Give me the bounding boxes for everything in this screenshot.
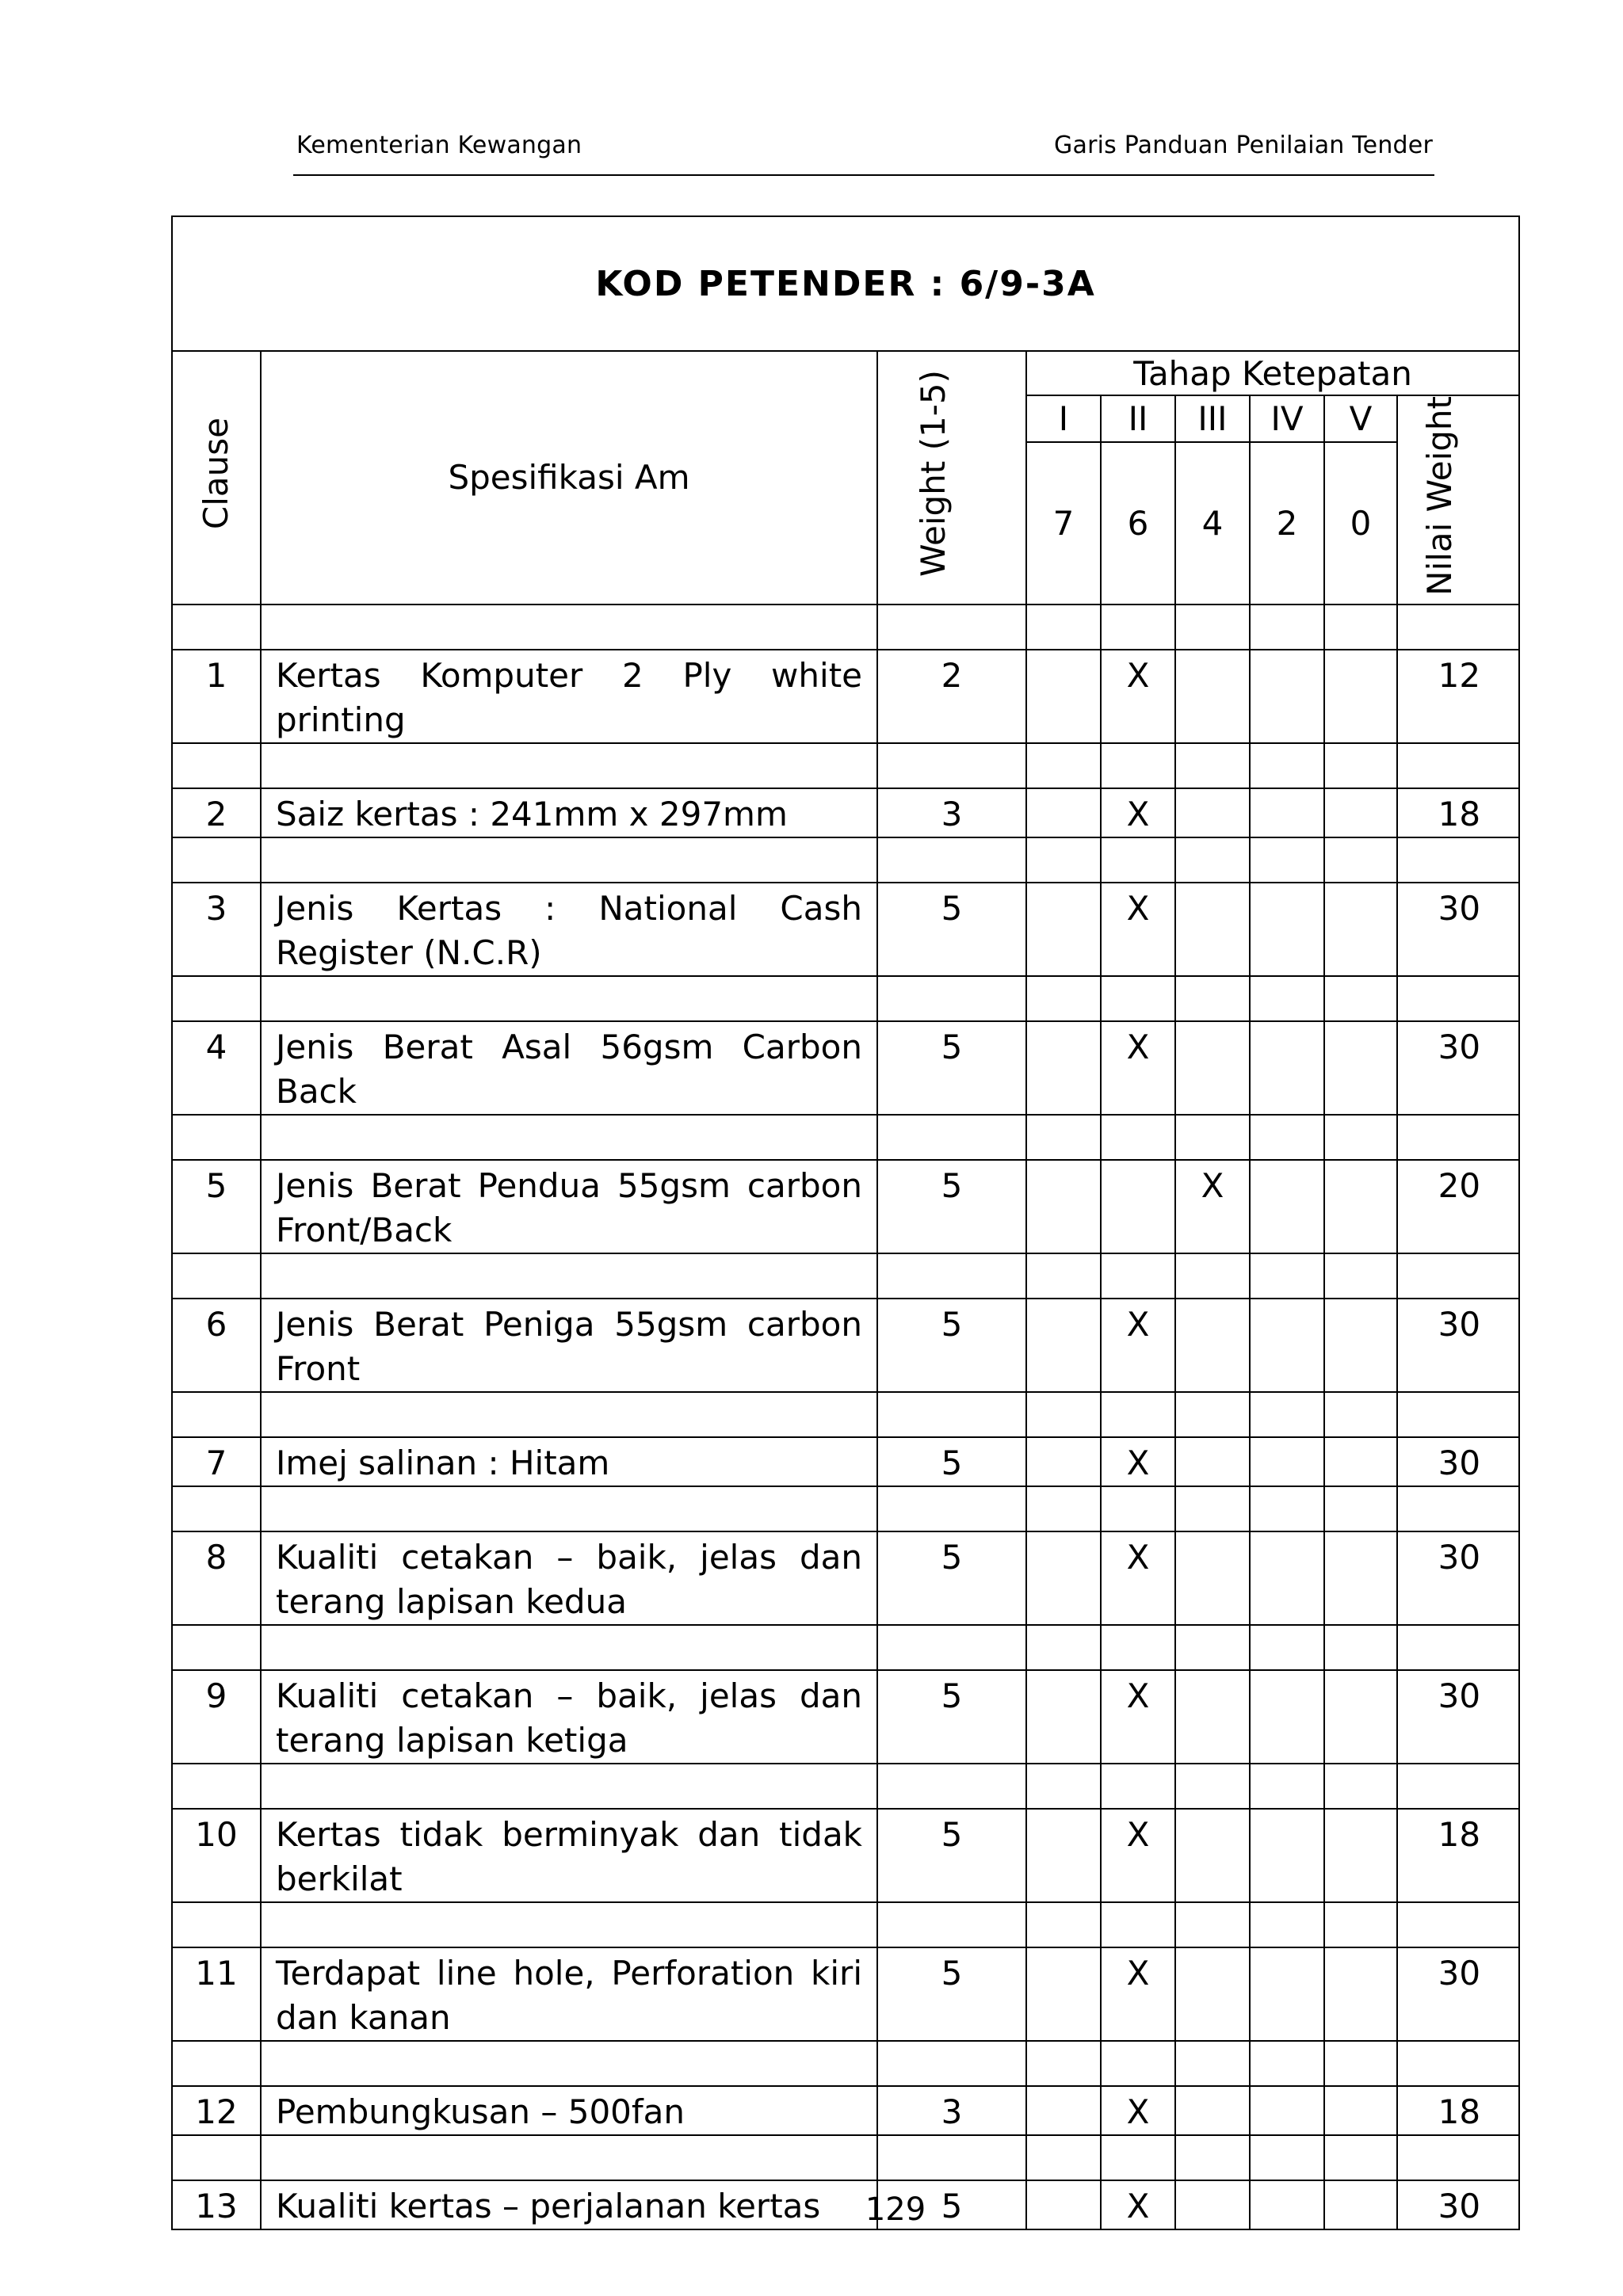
- empty-cell: [1026, 1115, 1101, 1160]
- spacer-row: [172, 2041, 1519, 2086]
- weight-value: 5: [877, 1437, 1026, 1486]
- level-mark: [1175, 2086, 1250, 2135]
- level-mark: [1250, 1809, 1324, 1902]
- level-mark: X: [1101, 1437, 1175, 1486]
- spec-text: Jenis Kertas : National Cash Register (N.C.R): [261, 883, 877, 976]
- tahap-header: Tahap Ketepatan: [1026, 351, 1519, 395]
- level-mark: [1324, 883, 1397, 976]
- empty-cell: [1101, 1764, 1175, 1809]
- empty-cell: [877, 1115, 1026, 1160]
- empty-cell: [1324, 743, 1397, 788]
- nilai-value: 18: [1397, 1809, 1519, 1902]
- empty-cell: [1250, 2041, 1324, 2086]
- spec-text: Jenis Berat Asal 56gsm Carbon Back: [261, 1021, 877, 1115]
- clause-number: 10: [172, 1809, 261, 1902]
- level-mark: [1324, 1531, 1397, 1625]
- level-mark: [1250, 1531, 1324, 1625]
- level-mark: [1026, 883, 1101, 976]
- nilai-value: 18: [1397, 788, 1519, 837]
- level-mark: [1175, 788, 1250, 837]
- nilai-value: 30: [1397, 1299, 1519, 1392]
- empty-cell: [1397, 2041, 1519, 2086]
- empty-cell: [1101, 2041, 1175, 2086]
- level-score: 4: [1175, 442, 1250, 605]
- table-row: [172, 1809, 1519, 1902]
- spacer-row: [172, 605, 1519, 650]
- clause-number: 7: [172, 1437, 261, 1486]
- empty-cell: [1324, 2041, 1397, 2086]
- nilai-value: 30: [1397, 1437, 1519, 1486]
- level-mark: X: [1101, 1809, 1175, 1902]
- spacer-row: [172, 1486, 1519, 1531]
- spec-text: Pembungkusan – 500fan: [261, 2086, 877, 2135]
- weight-value: 5: [877, 1531, 1026, 1625]
- empty-cell: [877, 837, 1026, 883]
- weight-value: 5: [877, 1809, 1026, 1902]
- empty-cell: [1324, 976, 1397, 1021]
- spec-text: Kertas tidak berminyak dan tidak berkilat: [261, 1809, 877, 1902]
- empty-cell: [1324, 837, 1397, 883]
- empty-cell: [1397, 1253, 1519, 1299]
- level-mark: [1026, 1160, 1101, 1253]
- empty-cell: [172, 605, 261, 650]
- empty-cell: [261, 976, 877, 1021]
- weight-value: 5: [877, 1160, 1026, 1253]
- empty-cell: [1101, 1115, 1175, 1160]
- empty-cell: [1175, 1486, 1250, 1531]
- empty-cell: [1026, 1764, 1101, 1809]
- empty-cell: [1175, 1392, 1250, 1437]
- clause-number: 12: [172, 2086, 261, 2135]
- level-header: IV: [1250, 395, 1324, 442]
- empty-cell: [172, 1392, 261, 1437]
- empty-cell: [1101, 837, 1175, 883]
- empty-cell: [1250, 2135, 1324, 2180]
- spec-text: Terdapat line hole, Perforation kiri dan kanan: [261, 1947, 877, 2041]
- nilai-header-label: Nilai Weight: [1420, 396, 1460, 596]
- empty-cell: [1250, 743, 1324, 788]
- spec-text: Jenis Berat Peniga 55gsm carbon Front: [261, 1299, 877, 1392]
- clause-number: 6: [172, 1299, 261, 1392]
- header-right: Garis Panduan Penilaian Tender: [1054, 132, 1433, 159]
- clause-number: 3: [172, 883, 261, 976]
- level-mark: [1026, 2086, 1101, 2135]
- empty-cell: [1026, 1253, 1101, 1299]
- empty-cell: [261, 1902, 877, 1947]
- empty-cell: [261, 1625, 877, 1670]
- weight-value: 3: [877, 788, 1026, 837]
- empty-cell: [172, 1902, 261, 1947]
- empty-cell: [877, 605, 1026, 650]
- empty-cell: [1324, 1902, 1397, 1947]
- empty-cell: [172, 1625, 261, 1670]
- weight-header: [877, 351, 1026, 605]
- clause-number: 13: [172, 2180, 261, 2229]
- level-header: III: [1175, 395, 1250, 442]
- header-rule: [293, 174, 1434, 176]
- level-mark: [1324, 1160, 1397, 1253]
- nilai-value: 30: [1397, 1670, 1519, 1764]
- level-mark: [1250, 883, 1324, 976]
- level-mark: X: [1101, 1947, 1175, 2041]
- level-mark: [1324, 1021, 1397, 1115]
- level-header: I: [1026, 395, 1101, 442]
- empty-cell: [1324, 605, 1397, 650]
- empty-cell: [172, 1486, 261, 1531]
- level-mark: [1324, 1947, 1397, 2041]
- nilai-value: 30: [1397, 2180, 1519, 2229]
- empty-cell: [1175, 605, 1250, 650]
- table-row: [172, 1947, 1519, 2041]
- spec-text: Kualiti cetakan – baik, jelas dan terang lapisan kedua: [261, 1531, 877, 1625]
- empty-cell: [1026, 1902, 1101, 1947]
- empty-cell: [1250, 1392, 1324, 1437]
- level-mark: [1026, 1531, 1101, 1625]
- spec-text: Kualiti kertas – perjalanan kertas: [261, 2180, 877, 2229]
- level-mark: X: [1101, 2180, 1175, 2229]
- table-row: [172, 1437, 1519, 1486]
- empty-cell: [1397, 605, 1519, 650]
- empty-cell: [172, 1115, 261, 1160]
- empty-cell: [877, 1486, 1026, 1531]
- empty-cell: [261, 1392, 877, 1437]
- clause-number: 11: [172, 1947, 261, 2041]
- empty-cell: [172, 2041, 261, 2086]
- weight-value: 2: [877, 650, 1026, 743]
- empty-cell: [1101, 605, 1175, 650]
- spec-text: Kertas Komputer 2 Ply white printing: [261, 650, 877, 743]
- clause-header: [172, 351, 261, 605]
- level-mark: X: [1101, 788, 1175, 837]
- empty-cell: [1250, 976, 1324, 1021]
- level-mark: [1250, 1299, 1324, 1392]
- empty-cell: [1026, 1392, 1101, 1437]
- level-mark: [1026, 650, 1101, 743]
- empty-cell: [1175, 976, 1250, 1021]
- empty-cell: [1101, 2135, 1175, 2180]
- level-mark: [1250, 1947, 1324, 2041]
- empty-cell: [1101, 1625, 1175, 1670]
- empty-cell: [1101, 1253, 1175, 1299]
- empty-cell: [261, 605, 877, 650]
- level-mark: X: [1101, 883, 1175, 976]
- empty-cell: [1026, 2135, 1101, 2180]
- nilai-value: 18: [1397, 2086, 1519, 2135]
- empty-cell: [1397, 976, 1519, 1021]
- level-mark: X: [1101, 1670, 1175, 1764]
- empty-cell: [1101, 743, 1175, 788]
- table-row: [172, 1021, 1519, 1115]
- empty-cell: [1101, 1392, 1175, 1437]
- empty-cell: [261, 1253, 877, 1299]
- level-mark: [1101, 1160, 1175, 1253]
- empty-cell: [1175, 837, 1250, 883]
- spacer-row: [172, 1115, 1519, 1160]
- weight-header-label: Weight (1-5): [914, 370, 953, 578]
- clause-number: 5: [172, 1160, 261, 1253]
- empty-cell: [1175, 1902, 1250, 1947]
- weight-value: 3: [877, 2086, 1026, 2135]
- table-row: [172, 1531, 1519, 1625]
- empty-cell: [1397, 743, 1519, 788]
- spacer-row: [172, 743, 1519, 788]
- level-mark: [1324, 650, 1397, 743]
- spec-text: Saiz kertas : 241mm x 297mm: [261, 788, 877, 837]
- nilai-value: 20: [1397, 1160, 1519, 1253]
- spacer-row: [172, 1764, 1519, 1809]
- level-mark: [1250, 788, 1324, 837]
- empty-cell: [1175, 1253, 1250, 1299]
- level-mark: [1026, 1021, 1101, 1115]
- empty-cell: [1397, 1486, 1519, 1531]
- level-mark: X: [1101, 1531, 1175, 1625]
- empty-cell: [261, 743, 877, 788]
- empty-cell: [172, 2135, 261, 2180]
- level-mark: [1175, 1437, 1250, 1486]
- clause-number: 4: [172, 1021, 261, 1115]
- empty-cell: [1250, 1486, 1324, 1531]
- empty-cell: [1324, 1486, 1397, 1531]
- empty-cell: [1175, 1115, 1250, 1160]
- empty-cell: [1250, 1764, 1324, 1809]
- level-mark: [1250, 1021, 1324, 1115]
- empty-cell: [1026, 1486, 1101, 1531]
- level-mark: [1250, 2086, 1324, 2135]
- level-mark: [1175, 1670, 1250, 1764]
- empty-cell: [1250, 1253, 1324, 1299]
- evaluation-table-wrapper: [171, 215, 1518, 2230]
- empty-cell: [261, 1764, 877, 1809]
- empty-cell: [877, 1764, 1026, 1809]
- level-mark: [1324, 1437, 1397, 1486]
- level-mark: [1175, 1531, 1250, 1625]
- empty-cell: [1175, 2041, 1250, 2086]
- empty-cell: [1397, 1902, 1519, 1947]
- weight-value: 5: [877, 1947, 1026, 2041]
- nilai-value: 12: [1397, 650, 1519, 743]
- level-header: V: [1324, 395, 1397, 442]
- weight-value: 5: [877, 2180, 1026, 2229]
- spacer-row: [172, 976, 1519, 1021]
- empty-cell: [1324, 1392, 1397, 1437]
- spacer-row: [172, 2135, 1519, 2180]
- level-mark: [1250, 1437, 1324, 1486]
- weight-value: 5: [877, 1670, 1026, 1764]
- header-left: Kementerian Kewangan: [296, 132, 582, 159]
- empty-cell: [877, 2041, 1026, 2086]
- empty-cell: [172, 1764, 261, 1809]
- table-row: [172, 2086, 1519, 2135]
- level-mark: [1250, 650, 1324, 743]
- spacer-row: [172, 1253, 1519, 1299]
- empty-cell: [877, 976, 1026, 1021]
- empty-cell: [1026, 976, 1101, 1021]
- empty-cell: [261, 2041, 877, 2086]
- table-row: [172, 1670, 1519, 1764]
- empty-cell: [877, 2135, 1026, 2180]
- table-row: [172, 650, 1519, 743]
- weight-value: 5: [877, 1021, 1026, 1115]
- table-row: [172, 788, 1519, 837]
- level-score: 2: [1250, 442, 1324, 605]
- level-mark: [1026, 1947, 1101, 2041]
- spacer-row: [172, 837, 1519, 883]
- level-mark: [1026, 788, 1101, 837]
- nilai-value: 30: [1397, 1531, 1519, 1625]
- empty-cell: [877, 1392, 1026, 1437]
- level-mark: X: [1101, 650, 1175, 743]
- level-mark: [1324, 1670, 1397, 1764]
- empty-cell: [1250, 1902, 1324, 1947]
- empty-cell: [261, 1486, 877, 1531]
- page-number: 129: [865, 2191, 926, 2228]
- level-mark: [1026, 1670, 1101, 1764]
- level-mark: [1250, 1670, 1324, 1764]
- empty-cell: [1026, 1625, 1101, 1670]
- level-mark: [1324, 1299, 1397, 1392]
- empty-cell: [261, 2135, 877, 2180]
- spacer-row: [172, 1392, 1519, 1437]
- empty-cell: [1324, 1115, 1397, 1160]
- empty-cell: [1175, 1764, 1250, 1809]
- level-mark: [1175, 883, 1250, 976]
- level-mark: X: [1101, 1021, 1175, 1115]
- empty-cell: [1026, 743, 1101, 788]
- level-mark: [1175, 1021, 1250, 1115]
- empty-cell: [1101, 1902, 1175, 1947]
- spec-header: Spesifikasi Am: [261, 351, 877, 605]
- table-row: [172, 883, 1519, 976]
- nilai-value: 30: [1397, 883, 1519, 976]
- level-mark: [1175, 650, 1250, 743]
- empty-cell: [1026, 837, 1101, 883]
- empty-cell: [1324, 1253, 1397, 1299]
- nilai-value: 30: [1397, 1947, 1519, 2041]
- empty-cell: [1397, 1392, 1519, 1437]
- empty-cell: [1175, 2135, 1250, 2180]
- clause-number: 2: [172, 788, 261, 837]
- empty-cell: [1397, 837, 1519, 883]
- level-mark: [1026, 1299, 1101, 1392]
- empty-cell: [1101, 976, 1175, 1021]
- empty-cell: [261, 837, 877, 883]
- level-mark: X: [1101, 2086, 1175, 2135]
- weight-value: 5: [877, 883, 1026, 976]
- empty-cell: [1250, 605, 1324, 650]
- spacer-row: [172, 1902, 1519, 1947]
- empty-cell: [1175, 1625, 1250, 1670]
- empty-cell: [1324, 1764, 1397, 1809]
- level-mark: [1175, 1299, 1250, 1392]
- level-header: II: [1101, 395, 1175, 442]
- weight-value: 5: [877, 1299, 1026, 1392]
- level-mark: [1250, 1160, 1324, 1253]
- empty-cell: [1175, 743, 1250, 788]
- nilai-header: [1397, 395, 1519, 605]
- empty-cell: [1250, 1625, 1324, 1670]
- empty-cell: [877, 1253, 1026, 1299]
- nilai-value: 30: [1397, 1021, 1519, 1115]
- empty-cell: [172, 837, 261, 883]
- level-mark: [1026, 1809, 1101, 1902]
- level-mark: [1175, 1947, 1250, 2041]
- spec-text: Kualiti cetakan – baik, jelas dan terang lapisan ketiga: [261, 1670, 877, 1764]
- empty-cell: [1250, 1115, 1324, 1160]
- level-score: 0: [1324, 442, 1397, 605]
- empty-cell: [1397, 2135, 1519, 2180]
- spacer-row: [172, 1625, 1519, 1670]
- empty-cell: [1250, 837, 1324, 883]
- level-mark: X: [1101, 1299, 1175, 1392]
- empty-cell: [172, 976, 261, 1021]
- clause-number: 8: [172, 1531, 261, 1625]
- evaluation-table: [171, 215, 1520, 2230]
- empty-cell: [1324, 2135, 1397, 2180]
- empty-cell: [172, 1253, 261, 1299]
- empty-cell: [1324, 1625, 1397, 1670]
- level-mark: X: [1175, 1160, 1250, 1253]
- level-score: 7: [1026, 442, 1101, 605]
- empty-cell: [877, 1902, 1026, 1947]
- empty-cell: [1026, 2041, 1101, 2086]
- empty-cell: [877, 1625, 1026, 1670]
- level-score: 6: [1101, 442, 1175, 605]
- empty-cell: [1397, 1625, 1519, 1670]
- empty-cell: [172, 743, 261, 788]
- table-row: [172, 1160, 1519, 1253]
- level-mark: [1324, 1809, 1397, 1902]
- empty-cell: [1397, 1764, 1519, 1809]
- level-mark: [1324, 2086, 1397, 2135]
- empty-cell: [1397, 1115, 1519, 1160]
- empty-cell: [1101, 1486, 1175, 1531]
- empty-cell: [261, 1115, 877, 1160]
- level-mark: [1324, 788, 1397, 837]
- clause-number: 1: [172, 650, 261, 743]
- level-mark: [1175, 1809, 1250, 1902]
- spec-text: Jenis Berat Pendua 55gsm carbon Front/Back: [261, 1160, 877, 1253]
- table-title: KOD PETENDER : 6/9-3A: [172, 216, 1519, 351]
- clause-header-label: Clause: [196, 418, 235, 530]
- table-row: [172, 1299, 1519, 1392]
- level-mark: [1026, 1437, 1101, 1486]
- spec-text: Imej salinan : Hitam: [261, 1437, 877, 1486]
- empty-cell: [877, 743, 1026, 788]
- clause-number: 9: [172, 1670, 261, 1764]
- empty-cell: [1026, 605, 1101, 650]
